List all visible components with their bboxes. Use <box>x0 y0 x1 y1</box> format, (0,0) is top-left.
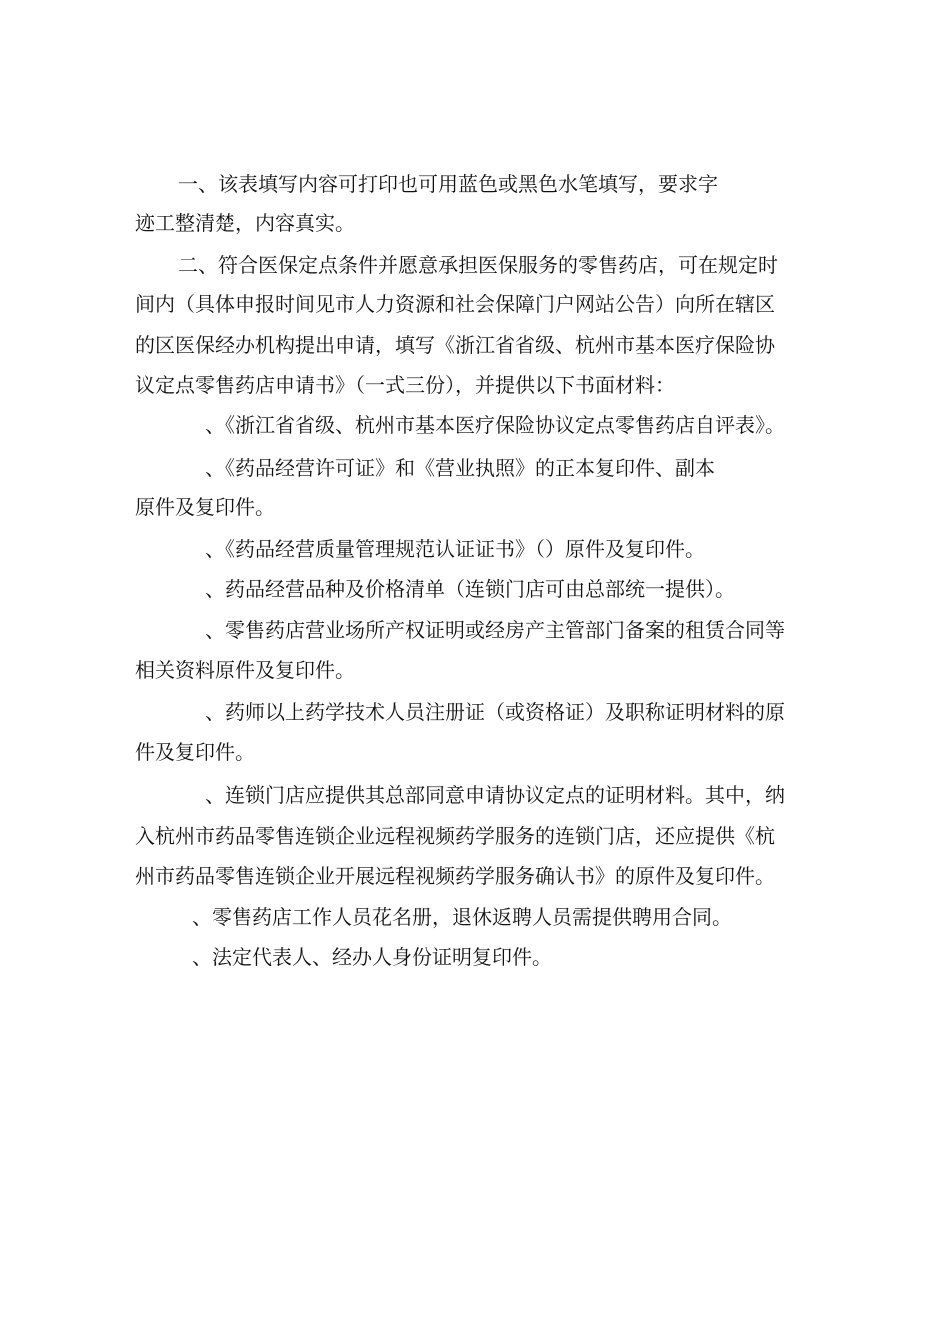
material-4-line-1: 、药品经营品种及价格清单（连锁门店可由总部统一提供）。 <box>205 577 735 601</box>
material-6-line-1: 、药师以上药学技术人员注册证（或资格证）及职称证明材料的原 <box>205 700 785 724</box>
material-8-line-1: 、零售药店工作人员花名册，退休返聘人员需提供聘用合同。 <box>192 905 732 929</box>
note-2-line-4: 议定点零售药店申请书》（一式三份），并提供以下书面材料： <box>135 373 675 397</box>
material-7-line-1: 、连锁门店应提供其总部同意申请协议定点的证明材料。其中，纳 <box>205 783 785 807</box>
material-2-line-1: 、《药品经营许可证》和《营业执照》的正本复印件、副本 <box>205 456 715 480</box>
material-5-line-2: 相关资料原件及复印件。 <box>135 658 355 682</box>
note-2-line-2: 间内（具体申报时间见市人力资源和社会保障门户网站公告）向所在辖区 <box>135 292 775 316</box>
material-6-line-2: 件及复印件。 <box>135 740 255 764</box>
material-7-line-2: 入杭州市药品零售连锁企业远程视频药学服务的连锁门店，还应提供《杭 <box>135 824 775 848</box>
note-1-line-1: 一、该表填写内容可打印也可用蓝色或黑色水笔填写，要求字 <box>178 172 718 196</box>
material-1-line-1: 、《浙江省省级、杭州市基本医疗保险协议定点零售药店自评表》。 <box>205 413 785 437</box>
note-2-line-3: 的区医保经办机构提出申请，填写《浙江省省级、杭州市基本医疗保险协 <box>135 333 775 357</box>
material-5-line-1: 、零售药店营业场所产权证明或经房产主管部门备案的租赁合同等 <box>205 618 785 642</box>
material-9-line-1: 、法定代表人、经办人身份证明复印件。 <box>192 945 552 969</box>
material-3-line-1: 、《药品经营质量管理规范认证证书》（）原件及复印件。 <box>205 537 705 561</box>
note-1-line-2: 迹工整清楚，内容真实。 <box>135 211 355 235</box>
material-2-line-2: 原件及复印件。 <box>135 495 275 519</box>
note-2-line-1: 二、符合医保定点条件并愿意承担医保服务的零售药店，可在规定时 <box>178 253 778 277</box>
material-7-line-3: 州市药品零售连锁企业开展远程视频药学服务确认书》的原件及复印件。 <box>135 864 775 888</box>
